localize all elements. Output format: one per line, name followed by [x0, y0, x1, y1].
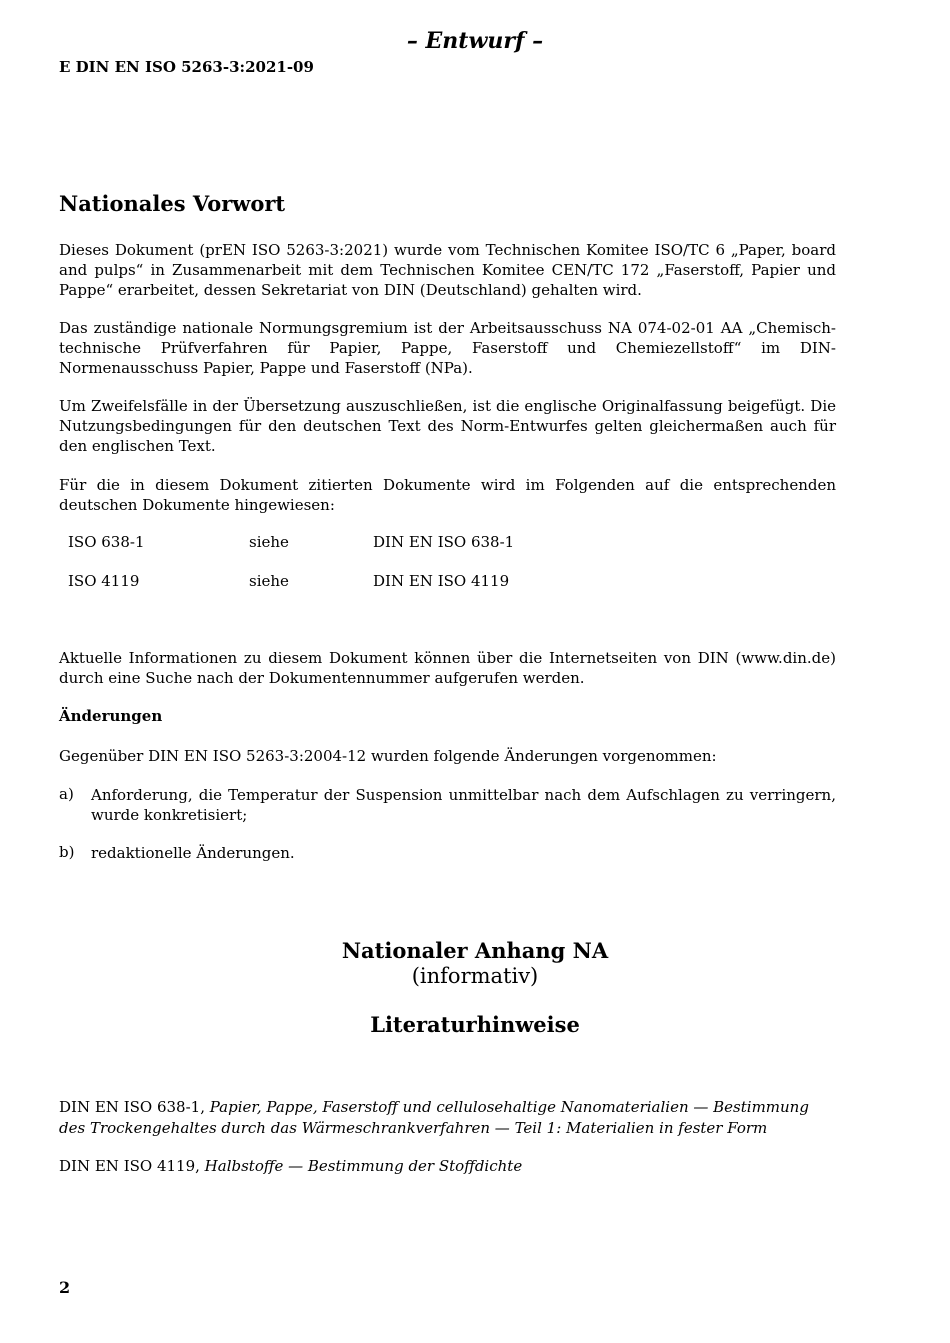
- reference-word: siehe: [249, 533, 289, 551]
- reference-iso: ISO 638-1: [68, 533, 145, 551]
- draft-label: – Entwurf –: [406, 28, 544, 54]
- list-item-text: redaktionelle Änderungen.: [91, 844, 295, 862]
- literatur-heading: Literaturhinweise: [370, 1012, 580, 1037]
- list-item-text: Anforderung, die Temperatur der Suspension unmittelbar nach dem Aufschlagen zu verringern, wurde konkretisiert;: [91, 786, 836, 824]
- document-id: E DIN EN ISO 5263-3:2021-09: [59, 58, 314, 76]
- anhang-subtitle: (informativ): [411, 964, 539, 988]
- list-item-marker: b): [59, 843, 75, 861]
- vorwort-paragraph: Um Zweifelsfälle in der Übersetzung auszuschließen, ist die englische Originalfassung beigefügt. Die Nutzungsbedingungen für den deutschen Text des Norm-Entwurfes gelten gleichermaßen auch für den englischen Text.: [59, 397, 836, 455]
- page-number: 2: [59, 1278, 71, 1297]
- vorwort-paragraph: Für die in diesem Dokument zitierten Dokumente wird im Folgenden auf die entsprechenden deutschen Dokumente hingewiesen:: [59, 476, 836, 514]
- reference-din: DIN EN ISO 4119: [373, 572, 510, 590]
- anhang-title: Nationaler Anhang NA: [341, 938, 609, 963]
- aenderungen-heading: Änderungen: [59, 707, 163, 725]
- bibliography-ref: DIN EN ISO 638-1,: [59, 1098, 210, 1116]
- vorwort-paragraph: Das zuständige nationale Normungsgremium ist der Arbeitsausschuss NA 074-02-01 AA „Chemisch-technische Prüfverfahren für Papier, Pappe, Faserstoff und Chemiezellstoff“ im DIN-Normenausschuss Papier, Pappe und Faserstoff (NPa).: [59, 319, 836, 377]
- vorwort-heading: Nationales Vorwort: [59, 191, 286, 216]
- bibliography-title: Halbstoffe — Bestimmung der Stoffdichte: [204, 1157, 523, 1175]
- bibliography-entry: [59, 1097, 836, 1139]
- info-paragraph: Aktuelle Informationen zu diesem Dokument können über die Internetseiten von DIN (www.din.de) durch eine Suche nach der Dokumentennummer aufgerufen werden.: [59, 649, 836, 687]
- list-item-marker: a): [59, 785, 74, 803]
- bibliography-ref: DIN EN ISO 4119,: [59, 1157, 205, 1175]
- reference-din: DIN EN ISO 638-1: [373, 533, 515, 551]
- reference-iso: ISO 4119: [68, 572, 140, 590]
- vorwort-paragraph: Dieses Dokument (prEN ISO 5263-3:2021) wurde vom Technischen Komitee ISO/TC 6 „Paper, board and pulps“ in Zusammenarbeit mit dem Technischen Komitee CEN/TC 172 „Faserstoff, Papier und Pappe“ erarbeitet, dessen Sekretariat von DIN (Deutschland) gehalten wird.: [59, 241, 836, 299]
- reference-word: siehe: [249, 572, 289, 590]
- aenderungen-intro: Gegenüber DIN EN ISO 5263-3:2004-12 wurden folgende Änderungen vorgenommen:: [59, 747, 717, 765]
- bibliography-title: Papier, Pappe, Faserstoff und cellulosehaltige Nanomaterialien — Bestimmung des Trockengehaltes durch das Wärmeschrankverfahren — Teil 1: Materialien in fester Form: [59, 1098, 809, 1137]
- bibliography-entry: [59, 1156, 836, 1177]
